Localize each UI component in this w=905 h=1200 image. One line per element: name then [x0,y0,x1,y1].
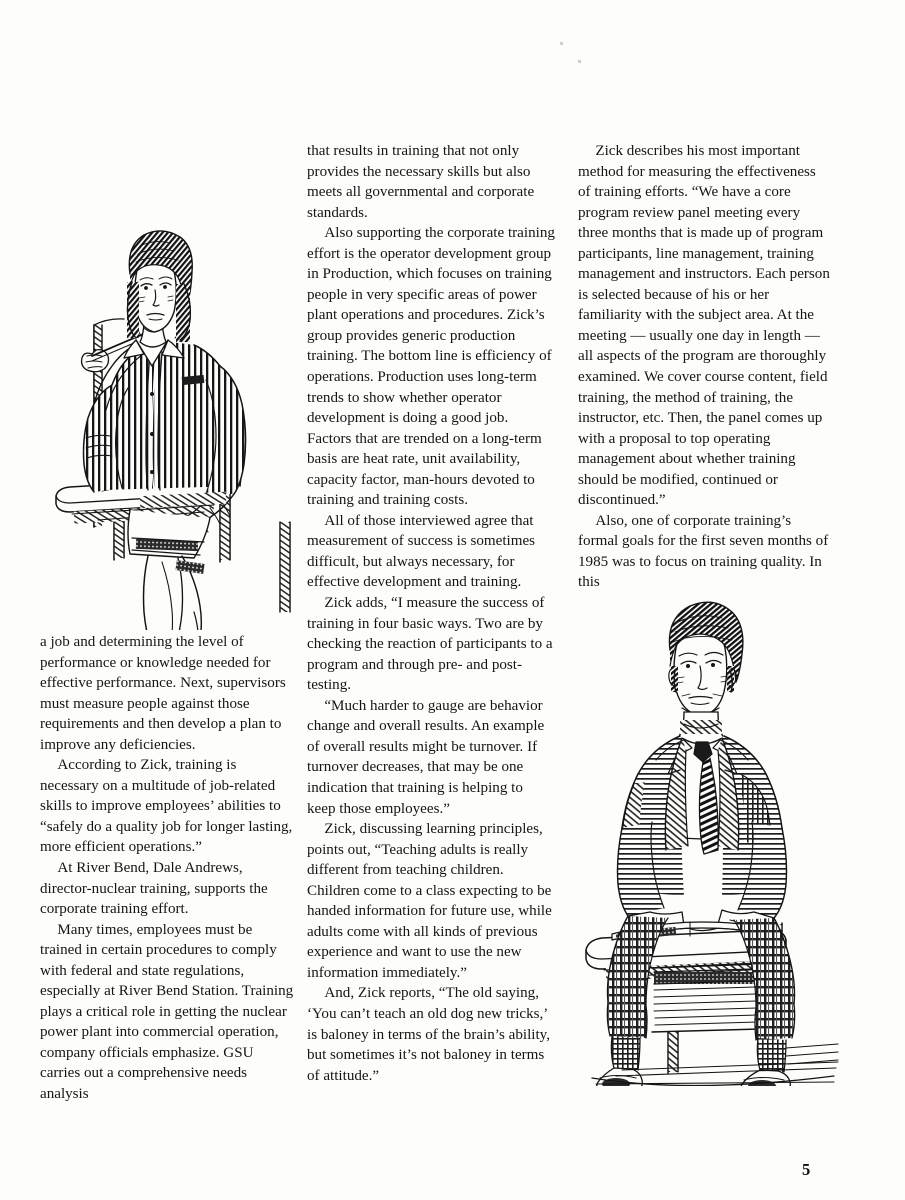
paragraph: And, Zick reports, “The old saying, ‘You can’t teach an old dog new tricks,’ is baloney in terms of the brain’s ability, but sometimes it’s not baloney in terms of attitude.” [307,985,550,1084]
middle-text-column [307,141,555,1086]
scan-speckle [578,60,581,63]
paragraph: Also supporting the corporate training effort is the operator development group in Production, which focuses on training people in very specific areas of power plant operations and procedures. Zick’s group provides generic production training. The bottom line is efficiency of operations. Production uses long-term trends to show whether operator development is doing a good job. Factors that are trended on a long-term basis are heat rate, unit availability, capacity factor, man-hours devoted to training and training costs. [307,225,555,509]
paragraph: Many times, employees must be trained in certain procedures to comply with federal and state regulations, especially at River Bend Station. Training plays a critical role in getting the nuclear power plant into commercial operation, company officials emphasize. GSU carries out a comprehensive needs analysis [40,921,294,1103]
paragraph: Zick adds, “I measure the success of training in four basic ways. Two are by checking the reaction of participants to a program and through pre- and post-testing. [307,595,553,694]
paragraph: Also, one of corporate training’s formal goals for the first seven months of 1985 was to focus on training quality. In this [578,512,829,591]
paragraph: “Much harder to gauge are behavior change and overall results. An example of overall results might be turnover. If turnover decreases, that may be one indication that training is helping to keep those employees.” [307,697,545,817]
paragraph: Zick, discussing learning principles, points out, “Teaching adults is really different from teaching children. Children come to a class expecting to be handed information for future use, while adults come with all kinds of previous experience and want to use the new information immediately.” [307,821,552,981]
paragraph: At River Bend, Dale Andrews, director-nuclear training, supports the corporate training effort. [40,860,268,918]
paragraph: All of those interviewed agree that measurement of success is sometimes difficult, but always necessary, for effective development and training. [307,512,536,591]
illustration-man-seated [572,578,852,1086]
right-text-column [578,141,832,593]
paragraph: According to Zick, training is necessary on a multitude of job-related skills to improve employees’ abilities to “safely do a quality job for longer lasting, more efficient operations.” [40,757,293,856]
page-number: 5 [802,1160,811,1179]
paragraph: Zick describes his most important method for measuring the effectiveness of training efforts. “We have a core program review panel meeting every three months that is made up of program participants, line management, training management and instructors. Each person is selected because of his or her familiarity with the subject area. At the meeting — usually one day in length — all aspects of the program are thoroughly examined. We cover course content, field training, the method of training, the instructor, etc. Then, the panel comes up with a proposal to top operating management about whether training should be modified, continued or discontinued.” [578,143,830,509]
left-text-column [40,632,294,1105]
scan-speckle [560,42,563,45]
paragraph: that results in training that not only provides the necessary skills but also meets all governmental and corporate standards. [307,143,535,221]
paragraph: a job and determining the level of performance or knowledge needed for effective performance. Next, supervisors must measure people against those requirements and then develop a plan to improve any deficiencies. [40,634,286,753]
illustration-woman-seated [44,142,300,630]
